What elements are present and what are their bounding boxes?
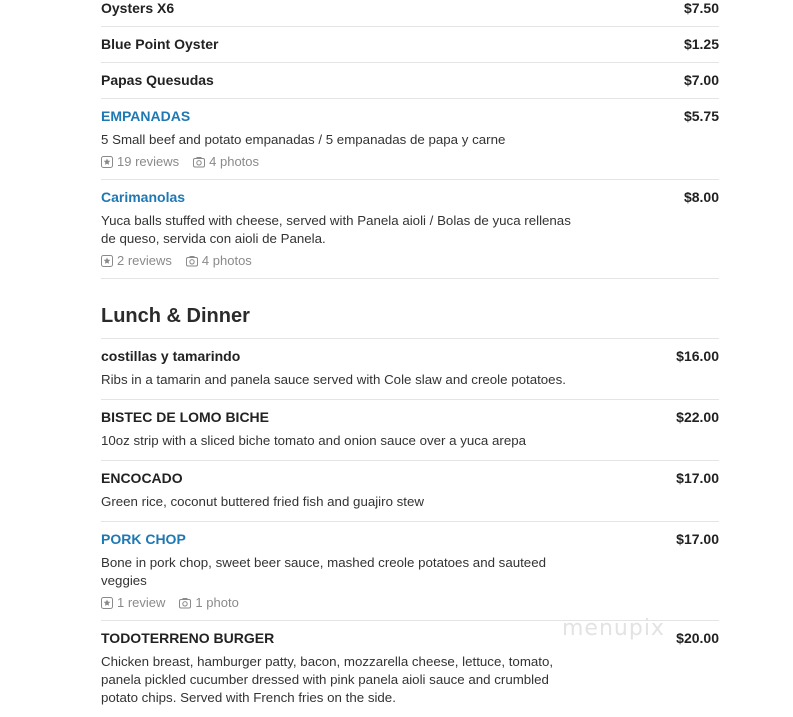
photos-link[interactable] (193, 154, 259, 169)
reviews-link[interactable] (101, 154, 179, 169)
item-description: Green rice, coconut buttered fried fish and guajiro stew (101, 494, 424, 509)
item-name-link[interactable]: PORK CHOP (101, 531, 186, 547)
item-meta (101, 253, 719, 268)
star-badge-icon (101, 156, 113, 168)
item-name: costillas y tamarindo (101, 348, 241, 364)
item-description: 5 Small beef and potato empanadas / 5 empanadas de papa y carne (101, 132, 506, 147)
item-price: $1.25 (683, 36, 719, 52)
section-title: Lunch & Dinner (101, 279, 719, 339)
camera-icon (193, 156, 205, 168)
photos-count: 1 photo (195, 595, 239, 610)
item-price: $7.00 (683, 72, 719, 88)
menu-list (101, 0, 719, 717)
photos-link[interactable] (186, 253, 252, 268)
item-meta (101, 595, 719, 610)
item-name: Papas Quesudas (101, 72, 214, 88)
menu-item-papas-quesudas (101, 63, 719, 99)
item-description: Chicken breast, hamburger patty, bacon, mozzarella cheese, lettuce, tomato, panela pickled cucumber dressed with pink panela aioli sauce and crumbled potato chips. Served with French fries on the side. (101, 654, 554, 705)
item-name: Oysters X6 (101, 0, 175, 16)
star-badge-icon (101, 255, 113, 267)
item-price: $7.50 (683, 0, 719, 16)
item-price: $17.00 (676, 470, 719, 486)
item-meta (101, 154, 719, 169)
item-name: BISTEC DE LOMO BICHE (101, 409, 270, 425)
photos-count: 4 photos (209, 154, 260, 169)
menu-item-encocado (101, 461, 719, 522)
reviews-count: 19 reviews (117, 154, 180, 169)
menu-item-empanadas (101, 99, 719, 180)
menu-item-pork-chop (101, 522, 719, 621)
reviews-link[interactable] (101, 253, 172, 268)
item-price: $22.00 (676, 409, 719, 425)
reviews-link[interactable] (101, 595, 165, 610)
camera-icon (186, 255, 198, 267)
menupix-watermark: menupix (562, 616, 665, 641)
item-description: 10oz strip with a sliced biche tomato and onion sauce over a yuca arepa (101, 433, 527, 448)
photos-count: 4 photos (201, 253, 252, 268)
item-name: Blue Point Oyster (101, 36, 219, 52)
item-name-link[interactable]: Carimanolas (101, 189, 186, 205)
menu-item-blue-point-oyster (101, 27, 719, 63)
item-price: $8.00 (683, 189, 719, 205)
item-name: TODOTERRENO BURGER (101, 630, 275, 646)
item-description: Ribs in a tamarin and panela sauce served with Cole slaw and creole potatoes. (101, 372, 566, 387)
item-price: $20.00 (676, 630, 719, 646)
menu-item-carimanolas (101, 180, 719, 279)
menu-item-bistec (101, 400, 719, 461)
menu-item-costillas (101, 339, 719, 400)
reviews-count: 1 review (117, 595, 166, 610)
star-badge-icon (101, 597, 113, 609)
menu-item-oysters-x6 (101, 0, 719, 27)
item-price: $16.00 (676, 348, 719, 364)
item-description: Yuca balls stuffed with cheese, served with Panela aioli / Bolas de yuca rellenas de queso, servida con aioli de Panela. (101, 213, 571, 246)
photos-link[interactable] (179, 595, 238, 610)
item-description: Bone in pork chop, sweet beer sauce, mashed creole potatoes and sauteed veggies (101, 555, 546, 588)
item-price: $17.00 (676, 531, 719, 547)
camera-icon (179, 597, 191, 609)
item-name: ENCOCADO (101, 470, 183, 486)
item-name-link[interactable]: EMPANADAS (101, 108, 191, 124)
item-price: $5.75 (683, 108, 719, 124)
reviews-count: 2 reviews (117, 253, 172, 268)
